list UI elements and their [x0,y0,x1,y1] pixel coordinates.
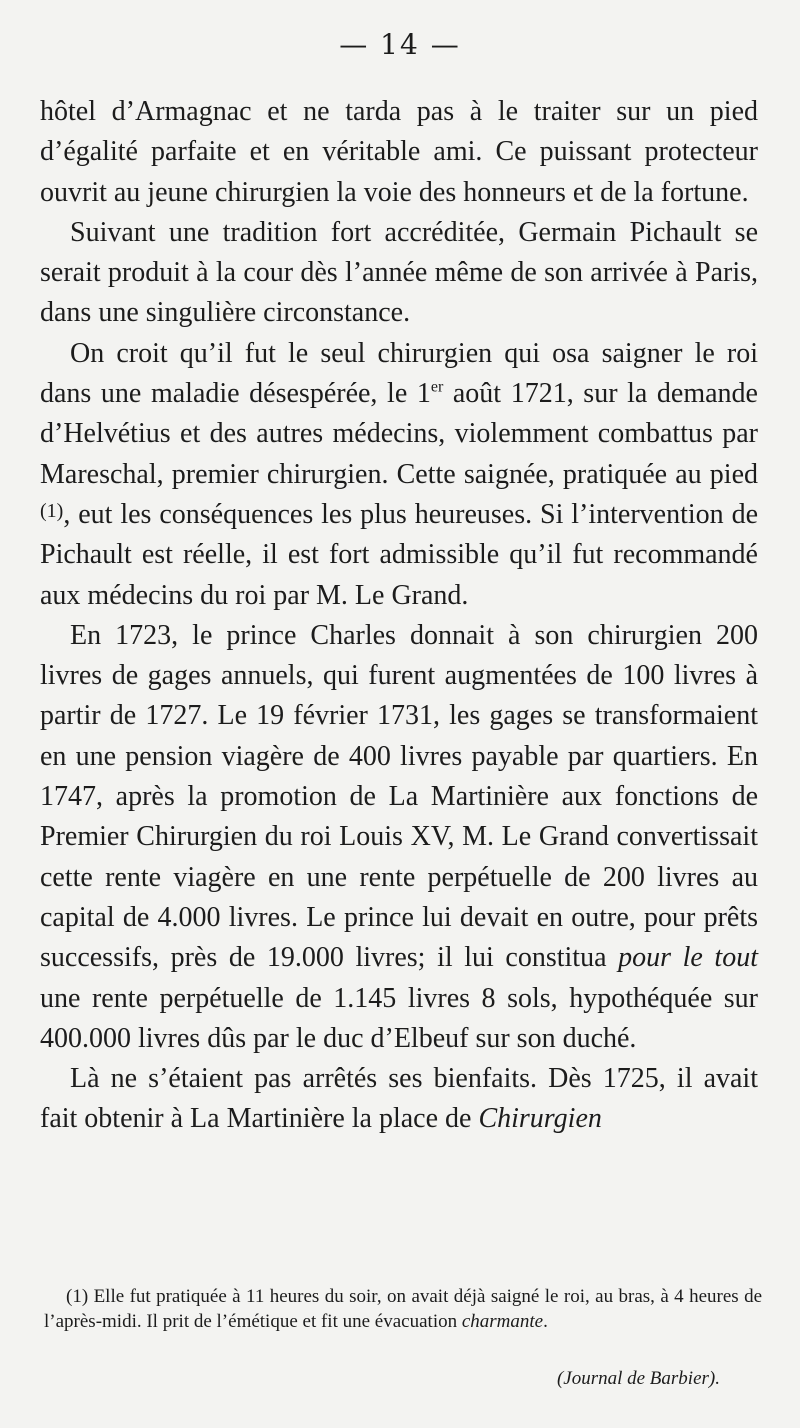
paragraph-3 [40,334,758,616]
paragraph-1: hôtel d’Armagnac et ne tarda pas à le traiter sur un pied d’égalité parfaite et en véritable ami. Ce puissant protecteur ouvrit au jeune chirurgien la voie des honneurs et de la fortune. [40,96,758,208]
paragraph-5-italic: Chirurgien [478,1103,602,1135]
ordinal-superscript: er [430,378,444,396]
paragraph-3-text-c: , eut les conséquences les plus heureuses. Si l’intervention de Pichault est réelle, il est fort admissible qu’il fut recommandé aux médecins du roi par M. Le Grand. [40,498,758,611]
paragraph-4-text-a: En 1723, le prince Charles donnait à son chirurgien 200 livres de gages annuels, qui furent augmentées de 100 livres à partir de 1727. Le 19 février 1731, les gages se transformaient en une pension viagère de 400 livres payable par quartiers. En 1747, après la promotion de La Martinière aux fonctions de Premier Chirurgien du roi Louis XV, M. Le Grand convertissait cette rente viagère en une rente perpétuelle de 200 livres au capital de 4.000 livres. Le prince lui devait en outre, pour prêts successifs, près de 19.000 livres; il lui constitua [40,619,758,974]
paragraph-4 [40,616,758,1059]
footnote-1 [44,1284,762,1334]
footnote-1-italic: charmante [461,1311,544,1332]
footnote-reference: (1) [40,499,64,522]
paragraph-4-text-b: une rente perpétuelle de 1.145 livres 8 sols, hypothéquée sur 400.000 livres dûs par le duc d’Elbeuf sur son duché. [40,982,758,1054]
footnote-1-text-b: . [543,1311,548,1332]
paragraph-4-italic: pour le tout [618,942,758,974]
paragraph-3-text-a: On croit qu’il fut le seul chirurgien qui osa saigner le roi dans une maladie désespérée, le 1 [40,337,758,410]
footnotes [44,1284,762,1334]
footnote-source: (Journal de Barbier). [556,1368,720,1389]
paragraph-2: Suivant une tradition fort accréditée, Germain Pichault se serait produit à la cour dès l’année même de son arrivée à Paris, dans une singulière circonstance. [40,216,758,329]
paragraph-5-text-a: Là ne s’étaient pas arrêtés ses bienfaits. Dès 1725, il avait fait obtenir à La Martinière la place de [40,1063,758,1135]
page-number: — 14 — [339,28,461,61]
paragraph-3-text-b: août 1721, sur la demande d’Helvétius et des autres médecins, violemment combattus par Mareschal, premier chirurgien. Cette saignée, pratiquée au pied [40,378,758,490]
footnote-1-text-a: (1) Elle fut pratiquée à 11 heures du soir, on avait déjà saigné le roi, au bras, à 4 heures de l’après-midi. Il prit de l’émétique et fit une évacuation [44,1286,762,1332]
body-text [40,92,758,1140]
paragraph-5 [40,1059,758,1140]
